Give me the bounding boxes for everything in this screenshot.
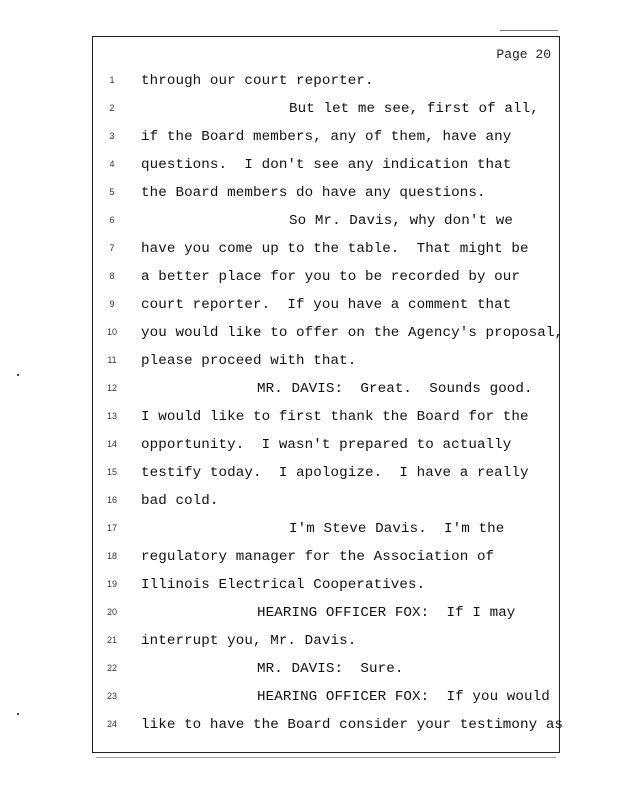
transcript-line xyxy=(93,409,559,429)
line-text: HEARING OFFICER FOX: If I may xyxy=(257,605,516,621)
transcript-line xyxy=(93,297,559,317)
line-number: 16 xyxy=(106,495,117,505)
line-text: interrupt you, Mr. Davis. xyxy=(141,633,357,649)
transcript-line xyxy=(93,269,559,289)
line-text: through our court reporter. xyxy=(141,73,374,89)
line-number: 17 xyxy=(106,523,117,533)
line-number: 7 xyxy=(109,243,115,253)
line-number: 18 xyxy=(106,551,117,561)
line-text: MR. DAVIS: Great. Sounds good. xyxy=(257,381,533,397)
transcript-line xyxy=(93,689,559,709)
line-number: 14 xyxy=(106,439,117,449)
transcript-line xyxy=(93,521,559,541)
line-text: please proceed with that. xyxy=(141,353,357,369)
transcript-line xyxy=(93,185,559,205)
line-number: 6 xyxy=(109,215,115,225)
line-number: 20 xyxy=(106,607,117,617)
transcript-line xyxy=(93,381,559,401)
line-number: 4 xyxy=(109,159,115,169)
line-number: 12 xyxy=(106,383,117,393)
line-text: regulatory manager for the Association of xyxy=(141,549,495,565)
line-number: 11 xyxy=(107,355,117,365)
line-text: like to have the Board consider your testimony as xyxy=(141,717,564,733)
line-number: 15 xyxy=(106,467,117,477)
line-text: HEARING OFFICER FOX: If you would xyxy=(257,689,550,705)
line-number: 24 xyxy=(106,719,117,729)
line-text: bad cold. xyxy=(141,493,219,509)
line-number: 23 xyxy=(106,691,117,701)
line-number: 10 xyxy=(106,327,117,337)
line-text: opportunity. I wasn't prepared to actually xyxy=(141,437,512,453)
transcript-line xyxy=(93,353,559,373)
scan-mark xyxy=(96,757,556,758)
line-text: Illinois Electrical Cooperatives. xyxy=(141,577,426,593)
transcript-line xyxy=(93,101,559,121)
line-number: 2 xyxy=(109,103,115,113)
line-number: 9 xyxy=(109,299,115,309)
transcript-line xyxy=(93,549,559,569)
line-text: I'm Steve Davis. I'm the xyxy=(289,521,505,537)
transcript-line xyxy=(93,633,559,653)
line-number: 8 xyxy=(109,271,115,281)
transcript-line xyxy=(93,325,564,345)
transcript-line xyxy=(93,605,559,625)
line-number: 22 xyxy=(106,663,117,673)
line-number: 13 xyxy=(106,411,117,421)
line-text: But let me see, first of all, xyxy=(289,101,539,117)
line-number: 1 xyxy=(109,75,115,85)
line-text: questions. I don't see any indication that xyxy=(141,157,512,173)
transcript-line xyxy=(93,661,559,681)
transcript-line xyxy=(93,493,559,513)
line-text: So Mr. Davis, why don't we xyxy=(289,213,513,229)
line-number: 21 xyxy=(106,635,117,645)
page-number: Page 20 xyxy=(496,47,551,62)
line-number: 3 xyxy=(109,131,115,141)
line-number: 5 xyxy=(109,187,115,197)
line-text: I would like to first thank the Board for the xyxy=(141,409,529,425)
line-text: have you come up to the table. That might be xyxy=(141,241,529,257)
scan-mark xyxy=(500,30,558,31)
transcript-line xyxy=(93,717,564,737)
transcript-line xyxy=(93,129,559,149)
line-text: the Board members do have any questions. xyxy=(141,185,486,201)
line-text: you would like to offer on the Agency's proposal, xyxy=(141,325,564,341)
transcript-line xyxy=(93,241,559,261)
line-number: 19 xyxy=(106,579,117,589)
scan-speck xyxy=(17,374,19,376)
transcript-line xyxy=(93,213,559,233)
line-text: a better place for you to be recorded by our xyxy=(141,269,521,285)
page-frame xyxy=(92,36,564,753)
line-text: if the Board members, any of them, have any xyxy=(141,129,512,145)
line-text: MR. DAVIS: Sure. xyxy=(257,661,404,677)
transcript-line xyxy=(93,73,559,93)
line-text: court reporter. If you have a comment that xyxy=(141,297,512,313)
scan-speck xyxy=(17,713,19,715)
line-text: testify today. I apologize. I have a really xyxy=(141,465,529,481)
transcript-line xyxy=(93,437,559,457)
transcript-line xyxy=(93,577,559,597)
transcript-line xyxy=(93,157,559,177)
transcript-line xyxy=(93,465,559,485)
